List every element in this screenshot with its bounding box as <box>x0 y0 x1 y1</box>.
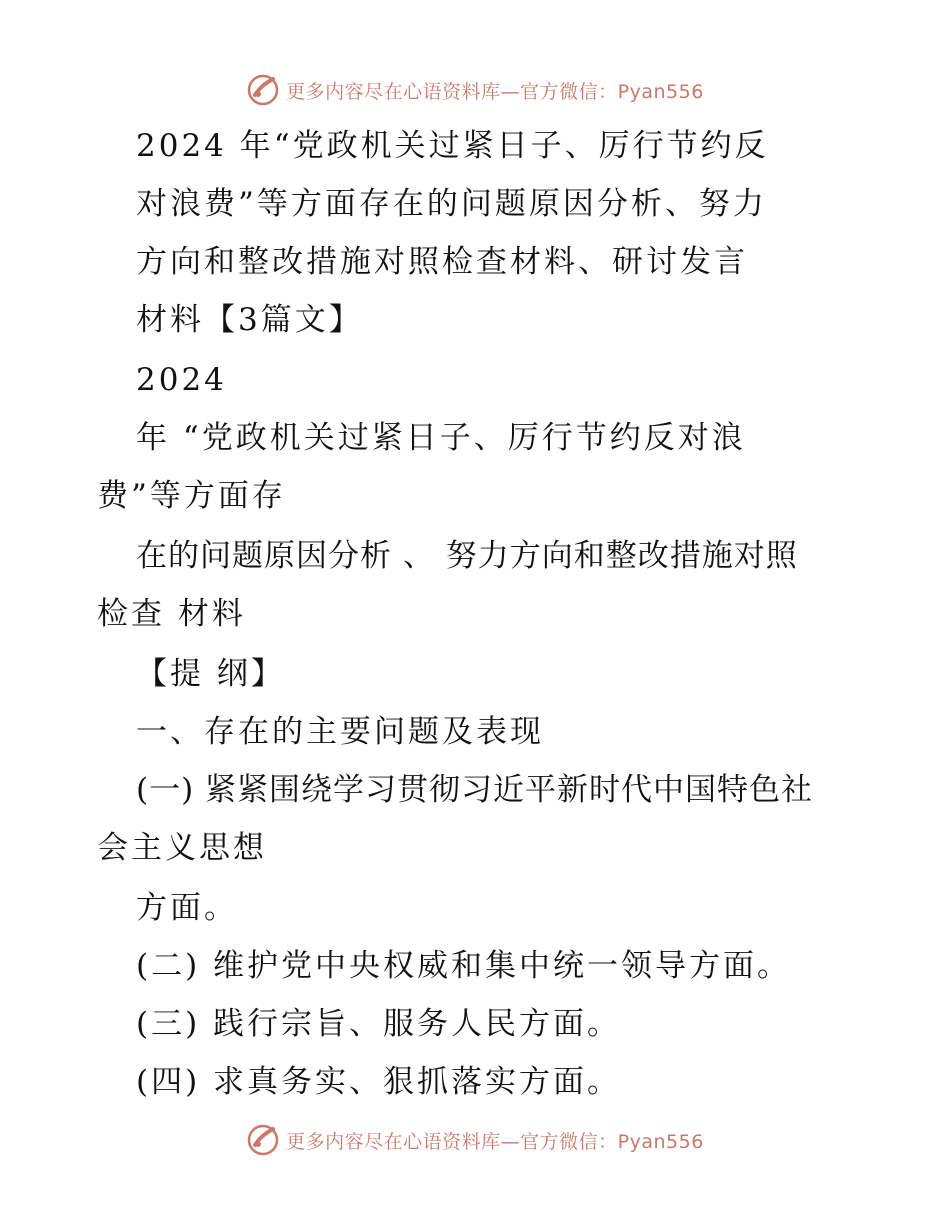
outline-item-4: (四) 求真务实、狠抓落实方面。 <box>136 1064 622 1100</box>
doc-title-line-2: 对浪费”等方面存在的问题原因分析、努力 <box>136 186 767 222</box>
watermark-banner-bottom <box>0 1120 950 1160</box>
body-line-3: 费”等方面存 <box>97 478 286 514</box>
body-line-1: 2024 <box>136 362 227 398</box>
watermark-banner-top <box>0 70 950 110</box>
doc-title-line-4: 材料【3篇文】 <box>136 302 363 338</box>
brush-stroke-logo-icon <box>246 1123 280 1157</box>
outline-item-1-cont: 会主义思想 <box>97 830 267 866</box>
doc-title-line-3: 方向和整改措施对照检查材料、研讨发言 <box>136 244 748 280</box>
section-heading-1: 一、存在的主要问题及表现 <box>136 714 544 750</box>
outline-heading: 【提 纲】 <box>136 656 285 692</box>
outline-item-1: (一) 紧紧围绕学习贯彻习近平新时代中国特色社 <box>136 772 814 808</box>
body-line-4: 在的问题原因分析 、 努力方向和整改措施对照 <box>136 538 798 574</box>
outline-item-3: (三) 践行宗旨、服务人民方面。 <box>136 1006 622 1042</box>
brush-stroke-logo-icon <box>246 73 280 107</box>
doc-title-line-1: 2024 年“党政机关过紧日子、厉行节约反 <box>136 128 769 164</box>
watermark-text: 更多内容尽在心语资料库—官方微信：Pyan556 <box>286 80 704 103</box>
body-line-5: 检查 材料 <box>97 596 246 632</box>
outline-item-1-end: 方面。 <box>136 890 238 926</box>
body-line-2: 年 “党政机关过紧日子、厉行节约反对浪 <box>136 420 746 456</box>
outline-item-2: (二) 维护党中央权威和集中统一领导方面。 <box>136 948 792 984</box>
watermark-text: 更多内容尽在心语资料库—官方微信：Pyan556 <box>286 1130 704 1153</box>
